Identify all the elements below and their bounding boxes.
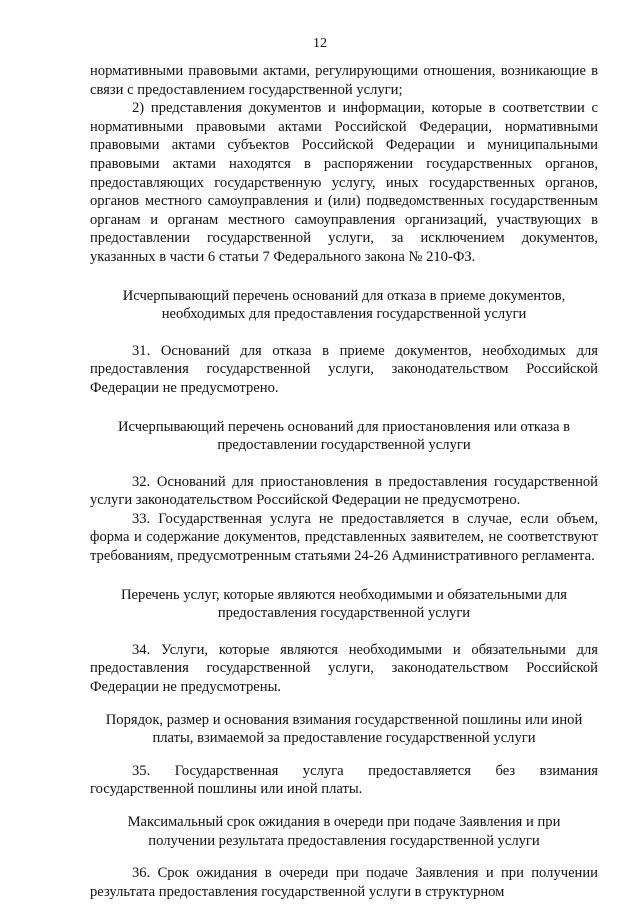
spacer (90, 748, 598, 762)
spacer (90, 566, 598, 586)
paragraph-35: 35. Государственная услуга предоставляется без взимания государственной пошлины или иной платы. (90, 762, 598, 798)
spacer (90, 455, 598, 473)
section-heading-required-services: Перечень услуг, которые являются необходимыми и обязательными для предоставления государственной услуги (121, 586, 567, 622)
paragraph-32: 32. Оснований для приостановления в предоставления государственной услуги законодательством Российской Федерации не предусмотрено. (90, 473, 598, 509)
spacer (90, 623, 598, 641)
paragraph-31: 31. Оснований для отказа в приеме документов, необходимых для предоставления государственной услуги, законодательством Российской Федерации не предусмотрено. (90, 342, 598, 396)
section-heading-queue-time: Максимальный срок ожидания в очереди при подаче Заявления и при получении результата предоставления государственной услуги (127, 814, 561, 849)
section-heading-fee: Порядок, размер и основания взимания государственной пошлины или иной платы, взимаемой за предоставление государственной услуги (105, 711, 583, 747)
paragraph-34: 34. Услуги, которые являются необходимыми и обязательными для предоставления государственной услуги, законодательством Российской Федерации не предусмотрены. (90, 641, 598, 696)
document-body (90, 62, 598, 901)
page-number: 12 (313, 36, 327, 51)
spacer (90, 267, 598, 287)
spacer (90, 324, 598, 342)
spacer (90, 850, 598, 864)
section-heading-suspension: Исчерпывающий перечень оснований для приостановления или отказа в предоставлении государственной услуги (117, 418, 571, 454)
spacer (90, 799, 598, 813)
spacer (90, 697, 598, 711)
paragraph-33: 33. Государственная услуга не предоставляется в случае, если объем, форма и содержание документов, представленных заявителем, не соответствуют требованиям, предусмотренным статьями 24-26 Административного регламента. (90, 510, 598, 565)
spacer (90, 398, 598, 418)
paragraph-continuation: нормативными правовыми актами, регулирующими отношения, возникающие в связи с предоставлением государственной услуги; (90, 63, 598, 98)
paragraph-item-2: 2) представления документов и информации, которые в соответствии с нормативными правовыми актами Российской Федерации, нормативными правовыми актами субъектов Российской Федерации и муниципальными правовыми актами находятся в распоряжении государственных органов, предоставляющих государственную услугу, иных государственных органов, органов местного самоуправления и (или) подведомственных государственным органам и органам местного самоуправления организаций, участвующих в предоставлении государственной услуги, за исключением документов, указанных в части 6 статьи 7 Федерального закона № 210-ФЗ. (90, 100, 598, 265)
section-heading-refusal-documents: Исчерпывающий перечень оснований для отказа в приеме документов, необходимых для предоставления государственной услуги (122, 287, 566, 323)
paragraph-36: 36. Срок ожидания в очереди при подаче Заявления и при получении результата предоставления государственной услуги в структурном (90, 865, 598, 900)
